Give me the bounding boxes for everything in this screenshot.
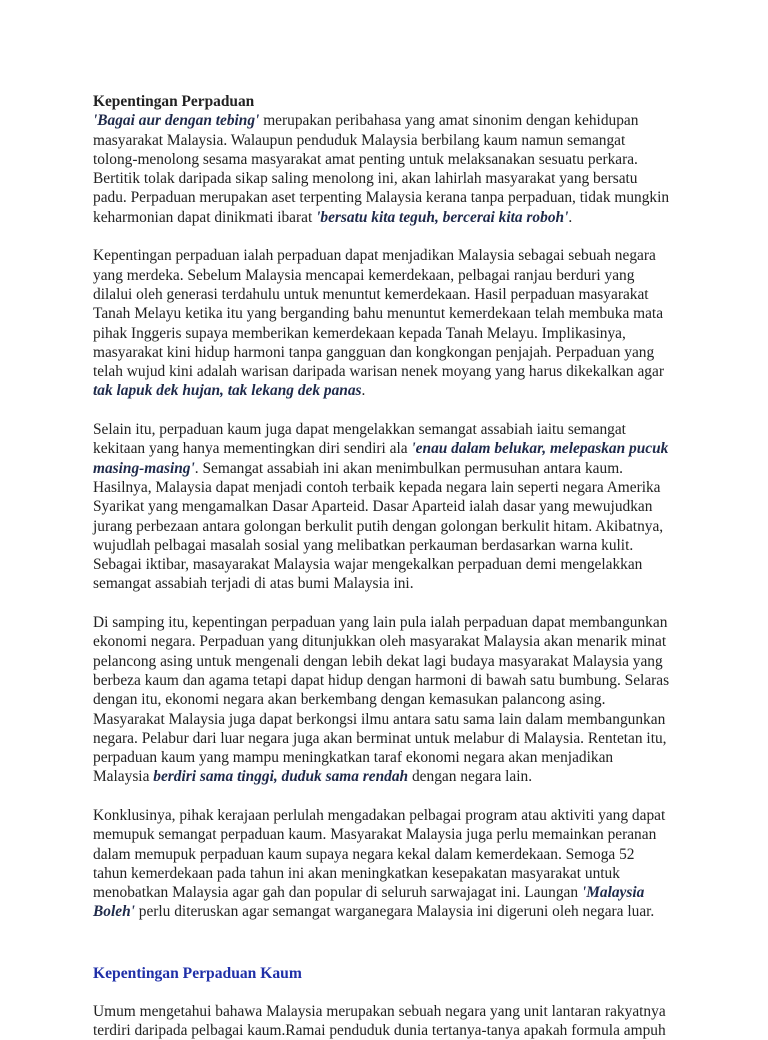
text-line — [93, 324, 728, 343]
text-line — [93, 362, 728, 381]
text-line — [93, 266, 728, 285]
text-run: padu. Perpaduan merupakan aset terpenting Malaysia kerana tanpa perpaduan, tidak mungkin — [93, 189, 670, 207]
emphasized-phrase: tak lapuk dek hujan, tak lekang dek panas — [93, 382, 362, 400]
section-gap — [93, 922, 728, 964]
paragraph-ekonomi — [93, 613, 728, 787]
text-line — [93, 574, 728, 593]
text-run: Umum mengetahui bahawa Malaysia merupakan sebuah negara yang unit lantaran rakyatnya — [93, 1002, 666, 1020]
text-run: tahun kemerdekaan pada tahun ini akan meningkatkan kesepakatan masyarakat untuk — [93, 864, 620, 882]
text-run: Bertitik tolak daripada sikap saling menolong ini, akan lahirlah masyarakat yang bersatu — [93, 170, 638, 188]
text-run: wujudlah pelbagai masalah sosial yang melibatkan perkauman berdasarkan warna kulit. — [93, 536, 634, 554]
text-run: Kepentingan perpaduan ialah perpaduan dapat menjadikan Malaysia sebagai sebuah negara — [93, 247, 656, 265]
text-run: perpaduan kaum yang mampu meningkatkan taraf ekonomi negara akan menjadikan — [93, 749, 614, 767]
text-run: Sebagai iktibar, masayarakat Malaysia wajar mengekalkan perpaduan demi mengelakkan — [93, 556, 643, 574]
paragraph-gap — [93, 401, 728, 420]
paragraph-gap — [93, 984, 728, 1002]
text-run: Konklusinya, pihak kerajaan perlulah mengadakan pelbagai program atau aktiviti yang dapat — [93, 806, 666, 824]
emphasized-phrase: Boleh' — [93, 903, 135, 921]
text-line — [93, 555, 728, 574]
section-intro — [93, 92, 728, 227]
text-run: telah wujud kini adalah warisan daripada warisan nenek moyang yang harus dikekalkan agar — [93, 363, 664, 381]
emphasized-phrase: 'Malaysia — [581, 884, 645, 902]
text-run: berbeza kaum dan agama tetapi dapat hidup dengan harmoni di bawah satu bumbung. Selaras — [93, 671, 670, 689]
text-run: dalam memupuk perpaduan kaum supaya negara kekal dalam kemerdekaan. Semoga 52 — [93, 845, 635, 863]
text-run: memupuk semangat perpaduan kaum. Masyarakat Malaysia juga perlu memainkan peranan — [93, 826, 657, 844]
text-run: tolong-menolong sesama masyarakat amat penting untuk melaksanakan sesuatu perkara. — [93, 150, 638, 168]
text-run: . — [568, 208, 573, 226]
text-run: Syarikat yang mengamalkan Dasar Aparteid. Dasar Aparteid ialah dasar yang mewujudkan — [93, 498, 653, 516]
text-run: . — [361, 382, 366, 400]
text-line — [93, 459, 728, 478]
text-run: keharmonian dapat dinikmati ibarat — [93, 208, 317, 226]
text-line — [93, 1002, 728, 1021]
paragraph-konklusi — [93, 806, 728, 922]
text-line — [93, 439, 728, 458]
text-line — [93, 478, 728, 497]
text-line — [93, 188, 728, 207]
text-line — [93, 420, 728, 439]
text-run: dengan itu, ekonomi negara akan berkembang dengan kemasukan palancong asing. — [93, 691, 606, 709]
section-title-kaum: Kepentingan Perpaduan Kaum — [93, 964, 302, 982]
text-run: kekitaan yang hanya mementingkan diri sendiri ala — [93, 440, 412, 458]
text-line — [93, 304, 728, 323]
text-line — [93, 343, 728, 362]
text-line — [93, 729, 728, 748]
text-run: menobatkan Malaysia agar gah dan popular di seluruh sarwajagat ini. Laungan — [93, 884, 582, 902]
text-line — [93, 613, 728, 632]
text-run: Masyarakat Malaysia juga dapat berkongsi ilmu antara satu sama lain dalam membangunkan — [93, 710, 666, 728]
emphasized-phrase: 'enau dalam belukar, melepaskan pucuk — [411, 440, 669, 458]
text-run: Tanah Melayu ketika itu yang berganding bahu menuntut kemerdekaan telah membuka mata — [93, 305, 664, 323]
paragraph-merdeka — [93, 246, 728, 400]
paragraph-kaum — [93, 1002, 728, 1040]
text-line — [93, 536, 728, 555]
text-run: merupakan peribahasa yang amat sinonim dengan kehidupan — [259, 112, 639, 130]
text-line — [93, 671, 728, 690]
text-run: . Semangat assabiah ini akan menimbulkan permusuhan antara kaum. — [194, 459, 624, 477]
text-run: Malaysia — [93, 768, 154, 786]
text-line — [93, 748, 728, 767]
text-run: Selain itu, perpaduan kaum juga dapat mengelakkan semangat assabiah iaitu semangat — [93, 421, 626, 439]
text-run: ekonomi negara. Perpaduan yang ditunjukkan oleh masyarakat Malaysia akan menarik minat — [93, 633, 667, 651]
text-run: yang merdeka. Sebelum Malaysia mencapai kemerdekaan, pelbagai ranjau berduri yang — [93, 266, 635, 284]
intro-paragraph — [93, 111, 728, 227]
text-run: jurang perbezaan antara golongan berkulit putih dengan golongan berkulit hitam. Akibatnya, — [93, 517, 664, 535]
paragraph-gap — [93, 594, 728, 613]
text-line — [93, 169, 728, 188]
text-line — [93, 131, 728, 150]
text-line — [93, 767, 728, 786]
paragraph-gap — [93, 227, 728, 246]
text-line — [93, 825, 728, 844]
section-title: Kepentingan Perpaduan — [93, 93, 255, 110]
paragraph-assabiah — [93, 420, 728, 594]
text-run: terdiri daripada pelbagai kaum.Ramai penduduk dunia tertanya-tanya apakah formula ampuh — [93, 1022, 666, 1040]
text-run: pihak Inggeris supaya memberikan kemerdekaan kepada Tanah Melayu. Implikasinya, — [93, 324, 626, 342]
text-run: Di samping itu, kepentingan perpaduan yang lain pula ialah perpaduan dapat membangunkan — [93, 614, 668, 632]
text-run: Hasilnya, Malaysia dapat menjadi contoh terbaik kepada negara lain seperti negara Amerika — [93, 478, 661, 496]
emphasized-phrase: berdiri sama tinggi, duduk sama rendah — [153, 768, 409, 786]
text-line — [93, 517, 728, 536]
text-run: dengan negara lain. — [408, 768, 533, 786]
text-line — [93, 246, 728, 265]
text-line — [93, 632, 728, 651]
text-line — [93, 497, 728, 516]
emphasized-phrase: 'Bagai aur dengan tebing' — [93, 112, 260, 130]
text-line — [93, 806, 728, 825]
text-run: negara. Pelabur dari luar negara juga akan berminat untuk melabur di Malaysia. Rentetan itu, — [93, 729, 667, 747]
text-run: pelancong asing untuk mengenali dengan lebih dekat lagi budaya masyarakat Malaysia yang — [93, 652, 663, 670]
text-run: perlu diteruskan agar semangat warganegara Malaysia ini digeruni oleh negara luar. — [134, 903, 655, 921]
emphasized-phrase: masing-masing' — [93, 459, 195, 477]
text-line — [93, 285, 728, 304]
text-line — [93, 845, 728, 864]
text-line — [93, 208, 728, 227]
paragraph-gap — [93, 787, 728, 806]
emphasized-phrase: 'bersatu kita teguh, bercerai kita roboh' — [316, 208, 569, 226]
text-line — [93, 710, 728, 729]
text-run: masyarakat Malaysia. Walaupun penduduk Malaysia berbilang kaum namun semangat — [93, 131, 626, 149]
text-run: dilalui oleh generasi terdahulu untuk menuntut kemerdekaan. Hasil perpaduan masyarakat — [93, 285, 649, 303]
text-line — [93, 381, 728, 400]
text-line — [93, 864, 728, 883]
text-run: semangat assabiah terjadi di atas bumi Malaysia ini. — [93, 575, 414, 593]
text-line — [93, 652, 728, 671]
text-line — [93, 150, 728, 169]
text-line — [93, 902, 728, 921]
text-line — [93, 883, 728, 902]
text-line — [93, 690, 728, 709]
text-run: masyarakat kini hidup harmoni tanpa gangguan dan kongkongan penjajah. Perpaduan yang — [93, 343, 655, 361]
text-line — [93, 111, 728, 130]
